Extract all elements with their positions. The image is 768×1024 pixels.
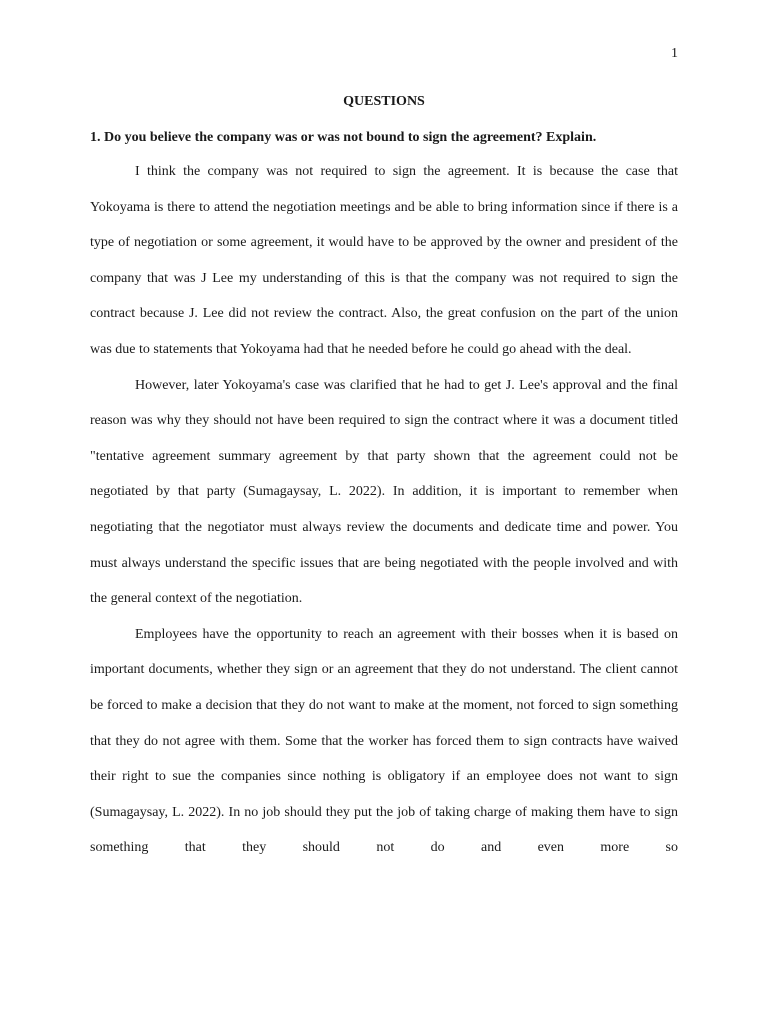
question-text: 1. Do you believe the company was or was not bound to sign the agreement? Explain. (90, 130, 597, 145)
section-heading: QUESTIONS (343, 94, 425, 109)
paragraph-2: However, later Yokoyama's case was clarified that he had to get J. Lee's approval and the final reason was why they should not have been required to sign the contract where it was a document titled "tentative agreement summary agreement by that party shown that the agreement could not be negotiated by that party (Sumagaysay, L. 2022). In addition, it is important to remember when negotiating that the negotiator must always review the documents and dedicate time and power. You must always understand the specific issues that are being negotiated with the people involved and with the general context of the negotiation. (90, 377, 678, 607)
paragraph-1: I think the company was not required to sign the agreement. It is because the case that Yokoyama is there to attend the negotiation meetings and be able to bring information since if there is a type of negotiation or some agreement, it would have to be approved by the owner and president of the company that was J Lee my understanding of this is that the company was not required to sign the contract because J. Lee did not review the contract. Also, the great confusion on the part of the union was due to statements that Yokoyama had that he needed before he could go ahead with the deal. (90, 164, 678, 357)
page-number: 1 (671, 46, 678, 61)
answer-body (90, 154, 678, 866)
paragraph-3: Employees have the opportunity to reach an agreement with their bosses when it is based on important documents, whether they sign or an agreement that they do not understand. The client cannot be forced to make a decision that they do not want to make at the moment, not forced to sign something that they do not agree with them. Some that the worker has forced them to sign contracts have waived their right to sue the companies since nothing is obligatory if an employee does not want to sign (Sumagaysay, L. 2022). In no job should they put the job of taking charge of making them have to sign something that they should not do and even more so (90, 626, 678, 856)
